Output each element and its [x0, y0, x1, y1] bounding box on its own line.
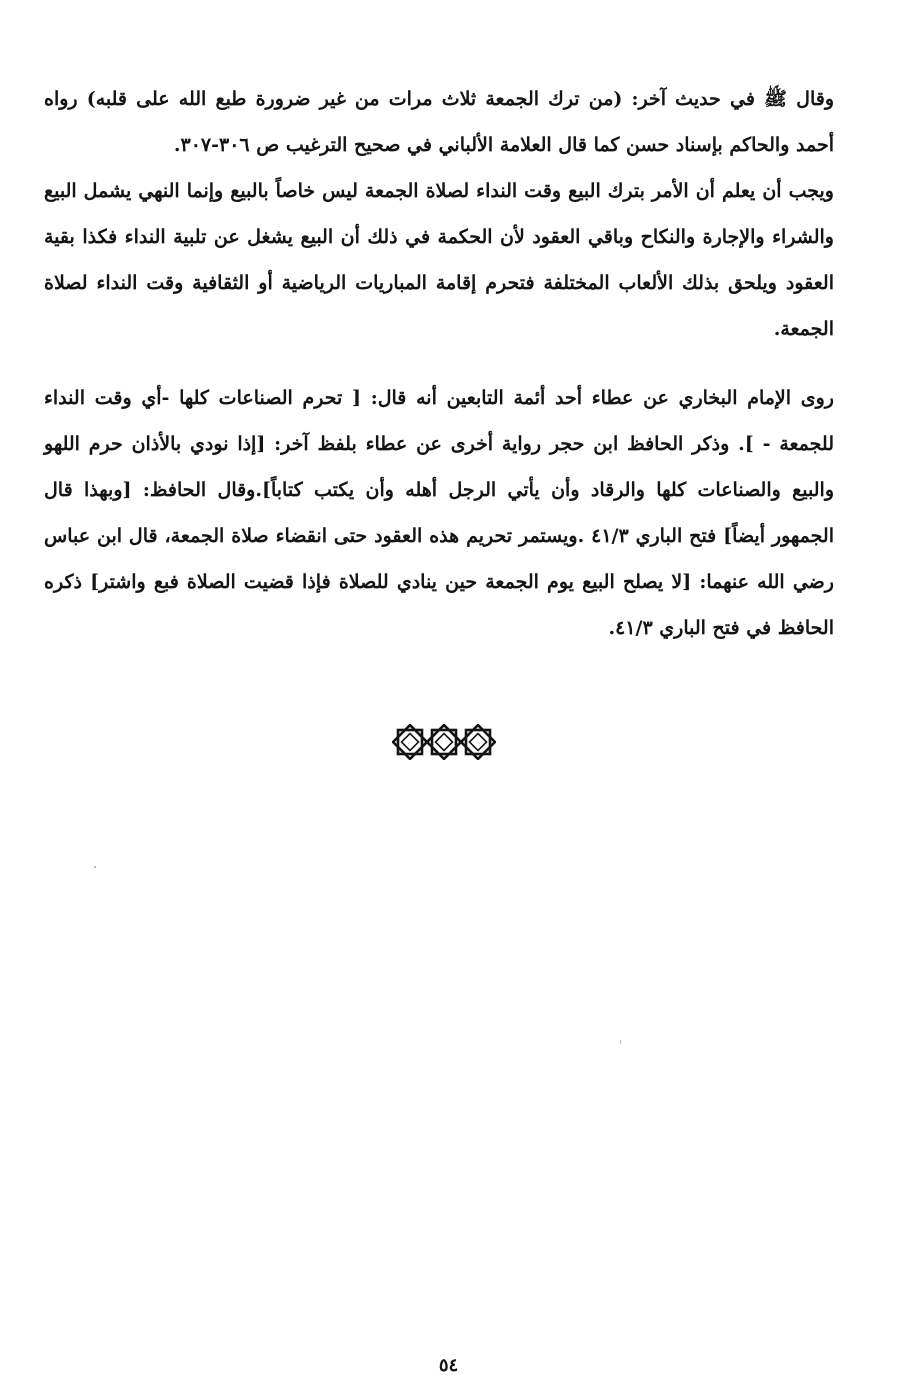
scan-speck [94, 866, 96, 868]
paragraph-text: ويجب أن يعلم أن الأمر بترك البيع وقت النداء لصلاة الجمعة ليس خاصاً بالبيع وإنما النهي يشمل البيع والشراء والإجارة والنكاح وباقي العقود لأن الحكمة في ذلك أن البيع يشغل عن تلبية النداء فكذا بقية العقود ويلحق بذلك الألعاب المختلفة فتحرم إقامة المباريات الرياضية أو الثقافية وقت النداء لصلاة الجمعة. [44, 180, 834, 340]
paragraph-text: روى الإمام البخاري عن عطاء أحد أئمة التابعين أنه قال: [ تحرم الصناعات كلها -أي وقت النداء للجمعة - ]. وذكر الحافظ ابن حجر رواية أخرى عن عطاء بلفظ آخر: [إذا نودي بالأذان حرم اللهو والبيع والصناعات كلها والرقاد وأن يأتي الرجل أهله وأن يكتب كتاباً].وقال الحافظ: [وبهذا قال الجمهور أيضاً] فتح الباري ٤١/٣ .ويستمر تحريم هذه العقود حتى انقضاء صلاة الجمعة، قال ابن عباس رضي الله عنهما: [لا يصلح البيع يوم الجمعة حين ينادي للصلاة فإذا قضيت الصلاة فبع واشتر] ذكره الحافظ في فتح الباري ٤١/٣. [44, 387, 834, 639]
paragraph-trade-prohibition [44, 168, 834, 352]
arabesque-divider-icon [392, 724, 496, 760]
ornament-star-left [393, 725, 427, 759]
page-number: ٥٤ [438, 1355, 459, 1376]
ornament-star-center [427, 725, 461, 759]
paragraph-hadith [44, 76, 834, 168]
ornament-star-right [461, 725, 495, 759]
paragraph-text: وقال ﷺ في حديث آخر: (من ترك الجمعة ثلاث مرات من غير ضرورة طبع الله على قلبه) رواه أحمد والحاكم بإسناد حسن كما قال العلامة الألباني في صحيح الترغيب ص ٣٠٦-٣٠٧. [44, 88, 834, 156]
scan-speck [620, 1040, 621, 1044]
paragraph-bukhari-narration [44, 375, 834, 651]
